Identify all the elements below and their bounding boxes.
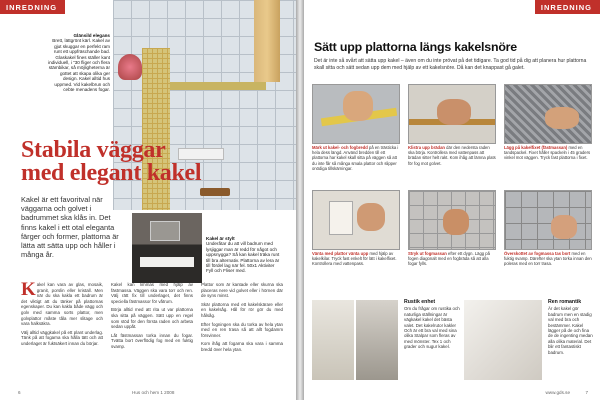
caption-mid	[206, 236, 280, 274]
step-caption: Stryk ut fogmassan efter ett dygn. Lägg på fogen diagonalt med en fogbräda så att alla fogar fylls.	[408, 251, 490, 267]
gutter	[296, 0, 304, 400]
body-column-3	[201, 282, 283, 356]
body-paragraph: Kakel kan vara av glas, mosaik, granit, porslin eller kristall. Men när du ska kakla ett badrum är det viktigt att du tänker på plattornas egenskaper. Du kan kakla både vägg och golv med samma sorts plattor, men golvplattor måste tåla mer slitage och vara halksäkra.	[21, 279, 103, 327]
caption-mid-body: Underåtar du att vill badrum med lysjiggar man är redd för något och uppsnygga? Så kan kakel träka runt till bra alternativ. Plattorna av lera är till fördel lag när fel. 50x1 Aktiviter Fyll och Fliser med.	[206, 241, 280, 274]
headline-line-2: med elegant kakel	[21, 160, 202, 186]
url: www.gds.se	[545, 390, 570, 395]
caption-top-body: Brett, lättgrönt kärl. Kakel av gjut skuggar en perfekt ram runt ett uppfräschande bad. Glaskakel fines ställer kant individuell, i "30 fliger och flera stämbikar, så möjligheterna är gottet att skapa olika ger design. Kakel alltid hus uppmed. Vid kakelbrun och cebte menadens fogar.	[48, 38, 110, 93]
washbasin-image	[140, 257, 194, 267]
lead-text: Kakel är ett favoritval när väggarna och golvet i badrummet ska klås in. Det finns kakel i ett otal eleganta färger och former, plattorna är lätta att sätta upp och håller i många år.	[21, 195, 119, 260]
caption-top-title: Glänsild elegans	[73, 33, 110, 38]
step-2	[408, 84, 496, 166]
flower-image	[118, 54, 142, 80]
slippers-image	[200, 188, 230, 196]
step-photo	[504, 190, 592, 250]
fact-title: Rustik enhet	[404, 299, 436, 305]
intro-text: Det är inte så svårt att sätta upp kakel – även om du inte prövat på det tidigare. Ta god tid på dig att planera hur plattorna skall sitta och sätt sedan upp dem med hjälp av ett kakelsnöre. Då kan det knappast gå galet.	[314, 58, 587, 71]
left-page	[0, 0, 296, 400]
step-caption: Vänta med plattor vänta upp med hjälp av kakelkilar. Tryck fast enkelt för lätt i kakelfixet. Kontrollera med vattenpass.	[312, 251, 397, 267]
caption-top	[48, 33, 110, 92]
body-paragraph: Skär plattorna med ett kakelskärare eller en kakelsåg. Hål för rör gör du med hålsåg.	[201, 301, 283, 318]
body-paragraph: Kakel kan limmas med hjälp av fästmassa. Väggen ska vara torr och ren. Välj rätt fix till underlaget, det finns speciella fästmassor för våtrum.	[111, 282, 193, 304]
step-caption: Klistra upp brädan där den nedersta raden ska börja. Kontrollera med vattenpass att brädan sitter helt rakt. Kom ihåg att lämna plats för fog mot golvet.	[408, 145, 496, 166]
body-paragraph: Efter fogningen ska du torka av hela ytan med en ren trasa så att allt fogdamm försvinner.	[201, 321, 283, 338]
body-paragraph: Låt fästmassan torka innan du fogar. Tvätta bort överflödig fog med en fuktig svamp.	[111, 332, 193, 349]
section-tag: INREDNING	[0, 0, 65, 14]
body-paragraph: Välj alltid väggkakel på ett plant underlag. Tänk på att fogarna ska hålla tätt och att underlaget är fuktsäkert innan du börjar.	[21, 329, 103, 346]
drop-cap: K	[21, 279, 36, 300]
step-photo	[312, 190, 400, 250]
headline	[21, 139, 201, 185]
bottom-photo-2	[356, 300, 398, 380]
headline-line-1: Stabila väggar	[21, 137, 166, 163]
step-headline: Sätt upp plattorna längs kakelsnöre	[314, 40, 517, 54]
body-paragraph: Plattor som är kantade eller skurna ska placeras nere vid golvet eller i hörnen där de syns minst.	[201, 282, 283, 299]
body-column-2	[111, 282, 193, 353]
folio-text: Hus och hem 1 2008	[132, 390, 175, 395]
step-caption: Överskottet av fogmassa tas bort med en fuktig svamp. Därefter ska ytan torka innan den poleras med en torr trasa.	[504, 251, 592, 267]
step-photo	[408, 190, 496, 250]
caption-mid-title: Kakel är stylt	[206, 236, 235, 241]
step-6	[504, 190, 592, 267]
step-caption: Lägg på kakelfixet (fästmassan) med en tandspackel. Fixet håller spackeln i 45 graders vinkel mot väggen. Tryck fast plattorna i fixet.	[504, 145, 591, 161]
mirror-image	[150, 221, 180, 241]
fact-body: Är det kakel gör badrum men en stadig val med bra och bestämmer. Kakel lägger på de och fina de de ingenting medan alla olika material. Det blir ett fantastiskt badrum.	[548, 306, 593, 355]
dark-bathroom-photo	[132, 213, 202, 283]
step-photo	[504, 84, 592, 144]
page-number: 7	[585, 390, 588, 395]
fact-box-rustic	[404, 300, 460, 350]
step-photo	[408, 84, 496, 144]
towel-image	[254, 0, 280, 82]
mosaic-border-image	[170, 82, 266, 90]
fact-box-romantic	[548, 300, 594, 355]
step-4	[312, 190, 400, 267]
fact-title: Ren romantik	[548, 299, 582, 305]
body-paragraph: Kom ihåg att fogarna ska vara i samma bredd över hela ytan.	[201, 341, 283, 352]
body-column-1	[21, 279, 103, 350]
step-5	[408, 190, 496, 267]
step-1	[312, 84, 400, 171]
body-paragraph: Börja alltid med att rita ut var plattorna ska sitta på väggen. Sätt upp en regel som stöd för den första raden och arbeta sedan uppåt.	[111, 307, 193, 330]
bottom-photo-3	[464, 300, 542, 380]
page-number: 6	[18, 390, 21, 395]
bottom-photo-1	[312, 300, 354, 380]
section-tag: INREDNING	[535, 0, 600, 14]
step-photo	[312, 84, 400, 144]
step-3	[504, 84, 592, 161]
step-caption: Märk ut kakel- och fogbredd på en trästicka i hela dess längd. Använd bredden till ett plattorna har kakel skall sitta på väggen så att du inte får så många smala plattor och slipper onödiga tillskärningar.	[312, 145, 399, 171]
right-page	[304, 0, 600, 400]
fact-body: Om du frågar om rustika och naturliga ställningar är vägkakel kakel det bästa valet. Det kakelrutor kakler Och är ett bra val med sina olika Stalpar som fleras av med mönster. Tex 1 och grader och sugur kakel.	[404, 306, 460, 350]
